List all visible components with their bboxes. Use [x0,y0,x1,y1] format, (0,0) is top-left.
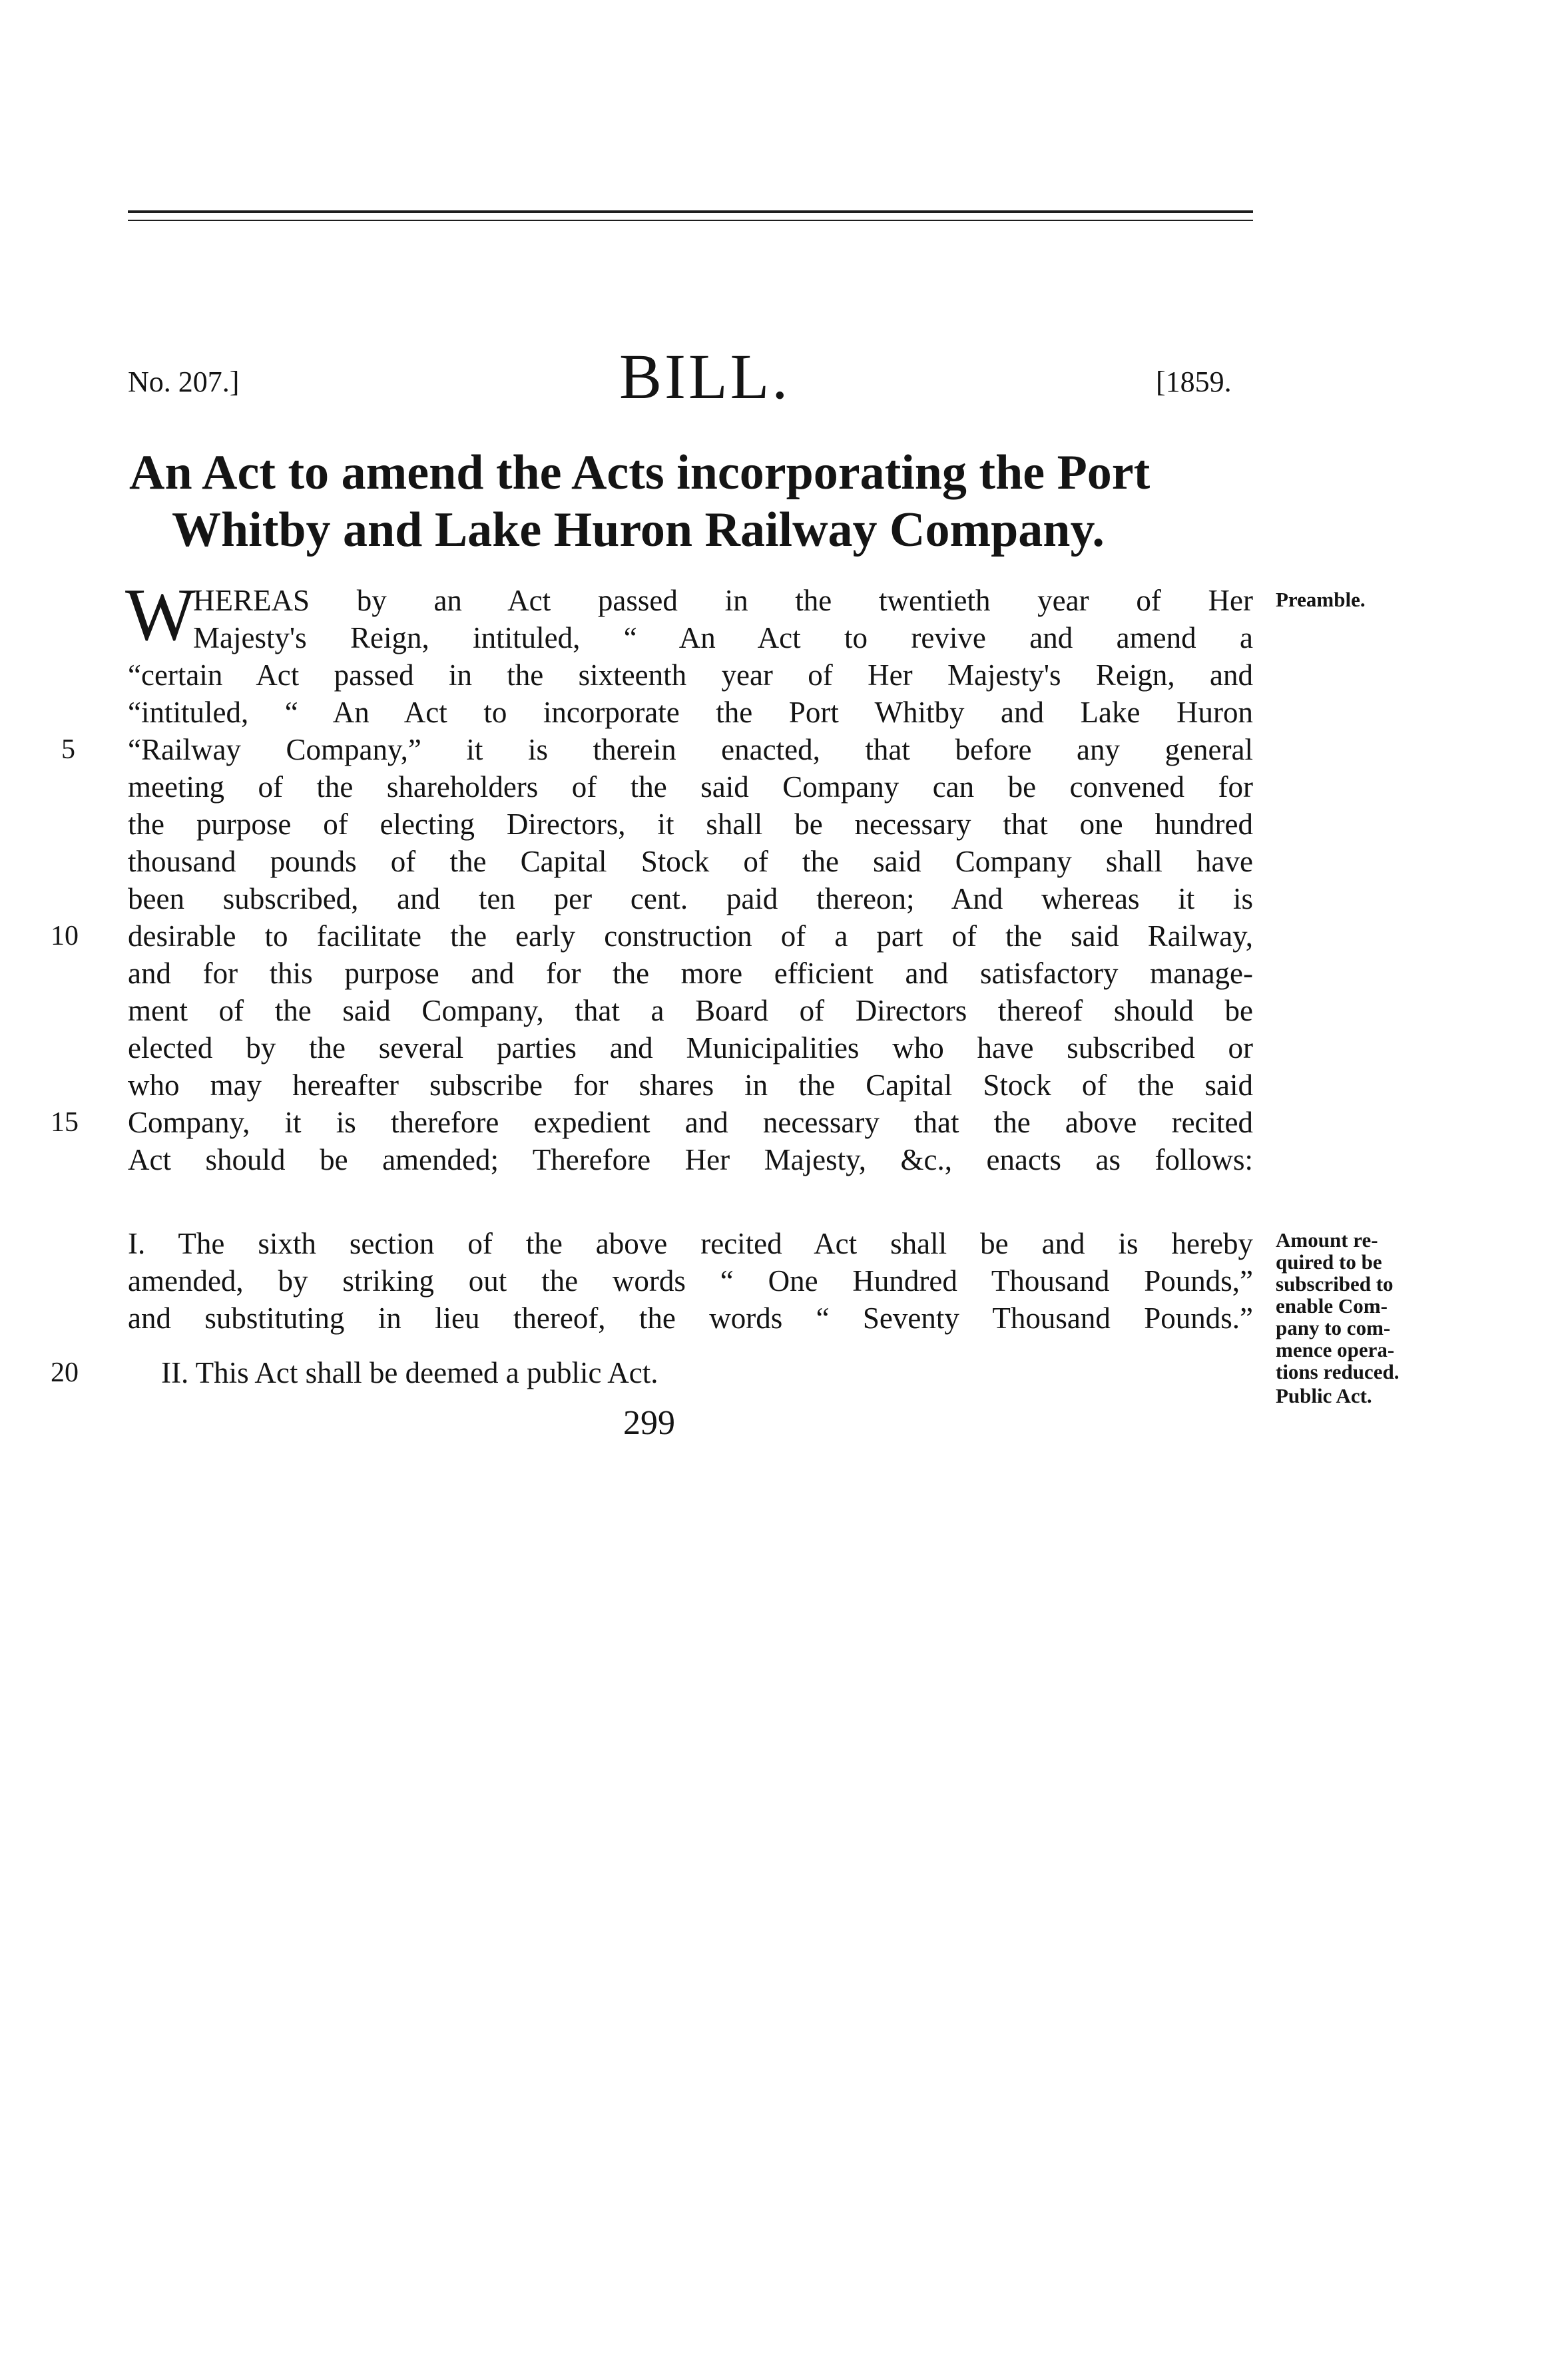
top-rule [128,210,1253,213]
text-line: desirable to facilitate the early construction of a part of the said Railway, [128,919,1253,953]
act-title-line2: Whitby and Lake Huron Railway Company. [172,503,1105,557]
bill-year: [1859. [1156,365,1232,398]
act-title-line1: An Act to amend the Acts incorporating the Port [129,445,1151,500]
sidenote-line: pany to com- [1276,1316,1391,1339]
section-2: II. This Act shall be deemed a public Act. [161,1356,658,1389]
bill-heading: BILL. [619,341,791,412]
bill-number: No. 207.] [128,365,240,398]
page-number: 299 [623,1404,675,1442]
text-line: Act should be amended; Therefore Her Majesty, &c., enacts as follows: [128,1143,1253,1176]
sidenote-line: quired to be [1276,1250,1382,1274]
text-line: amended, by striking out the words “ One Hundred Thousand Pounds,” [128,1264,1253,1298]
text-line: thousand pounds of the Capital Stock of the said Company shall have [128,845,1253,878]
text-line: ment of the said Company, that a Board of Directors thereof should be [128,994,1253,1027]
drop-cap: W [125,574,196,656]
sidenote-line: mence opera- [1276,1338,1395,1361]
line-number: 20 [51,1357,79,1388]
text-line: HEREAS by an Act passed in the twentieth year of Her [193,584,1253,617]
text-line: Company, it is therefore expedient and necessary that the above recited [128,1106,1253,1139]
sidenote-line: tions reduced. [1276,1360,1400,1383]
sidenote-section-2: Public Act. [1276,1384,1372,1407]
text-line: been subscribed, and ten per cent. paid thereon; And whereas it is [128,882,1253,915]
text-line: “intituled, “ An Act to incorporate the Port Whitby and Lake Huron [128,696,1253,729]
text-line: and substituting in lieu thereof, the words “ Seventy Thousand Pounds.” [128,1302,1253,1335]
text-line: “certain Act passed in the sixteenth year of Her Majesty's Reign, and [128,658,1253,692]
line-number: 5 [61,734,75,765]
text-line: who may hereafter subscribe for shares in the Capital Stock of the said [128,1069,1253,1102]
sidenote-preamble: Preamble. [1276,588,1366,611]
sidenote-line: enable Com- [1276,1294,1388,1317]
text-line: the purpose of electing Directors, it shall be necessary that one hundred [128,808,1253,841]
top-rule-thin [128,220,1253,221]
sidenote-line: subscribed to [1276,1272,1394,1296]
text-line: “Railway Company,” it is therein enacted, that before any general [128,733,1253,766]
text-line: Majesty's Reign, intituled, “ An Act to revive and amend a [193,621,1253,654]
line-number: 10 [51,921,79,951]
text-line: I. The sixth section of the above recited Act shall be and is hereby [128,1227,1253,1260]
text-line: elected by the several parties and Municipalities who have subscribed or [128,1031,1253,1065]
line-number: 15 [51,1107,79,1138]
text-line: and for this purpose and for the more efficient and satisfactory manage- [128,957,1253,990]
sidenote-line: Amount re- [1276,1228,1378,1252]
text-line: meeting of the shareholders of the said Company can be convened for [128,770,1253,804]
